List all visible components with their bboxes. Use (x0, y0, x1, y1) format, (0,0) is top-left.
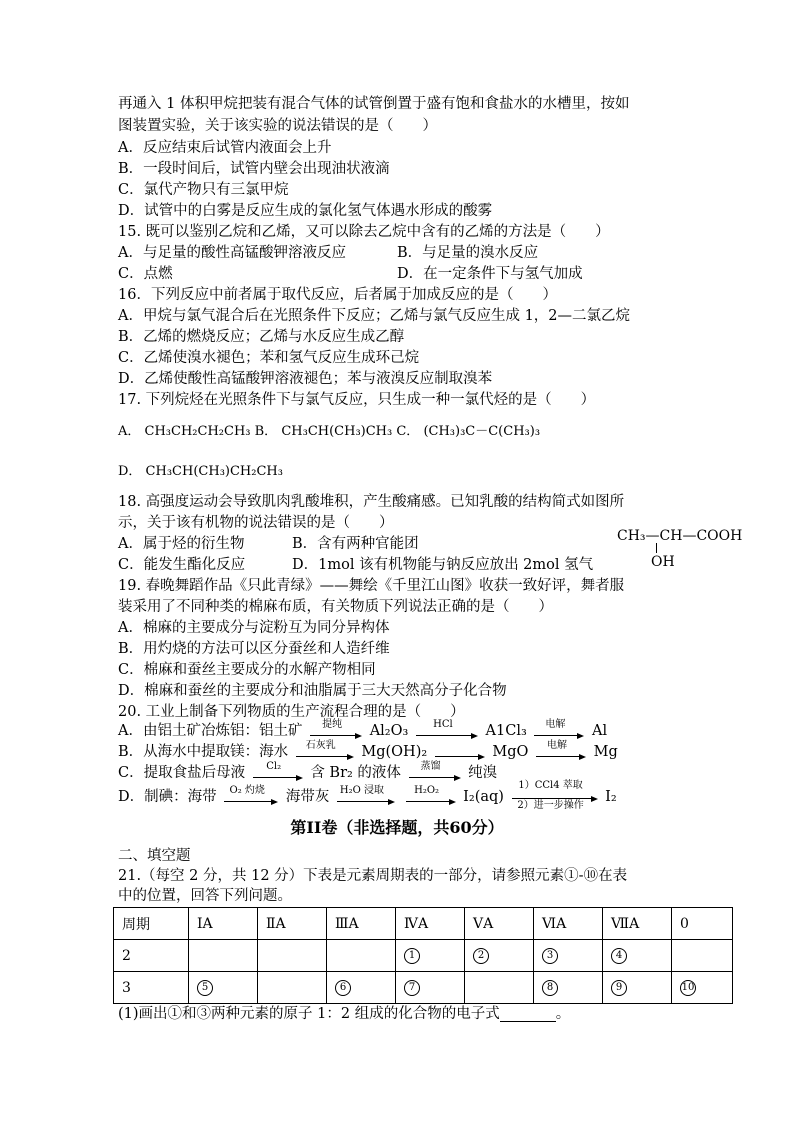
q16-option-d: D．乙烯使酸性高锰酸钾溶液褪色；苯与液溴反应制取溴苯 (118, 371, 493, 387)
table-cell (258, 972, 327, 1004)
q20a-product-2: A1Cl₃ (485, 723, 527, 739)
q20d-product-3: I₂(aq) (463, 789, 504, 805)
q21-1-end: 。 (555, 1006, 571, 1022)
q19-option-c: C．棉麻和蚕丝主要成分的水解产物相同 (118, 662, 376, 678)
part-title: 二、填空题 (118, 848, 191, 864)
q20-option-d (118, 780, 617, 811)
q19-option-b: B．用灼烧的方法可以区分蚕丝和人造纤维 (118, 641, 390, 657)
header-cell: ⅥA (534, 908, 603, 940)
q20c-prefix: C．提取食盐后母液 (118, 765, 246, 781)
q20-option-c (118, 763, 497, 784)
q21-stem-line2: 中的位置，回答下列问题。 (118, 888, 292, 904)
element-marker: 8 (542, 980, 558, 996)
q20d-prefix: D．制碘：海带 (118, 789, 217, 805)
q17-options-abc: A． CH₃CH₂CH₂CH₃ B． CH₃CH(CH₃)CH₃ C． (CH₃)₃C－C(CH₃)₃ (118, 424, 541, 439)
q15-stem: 15. 既可以鉴别乙烷和乙烯，又可以除去乙烷中含有的乙烯的方法是（ ） (118, 224, 610, 240)
q20a-product-3: Al (592, 723, 608, 739)
table-header-row (114, 908, 733, 940)
header-cell: ⅢA (327, 908, 396, 940)
q16-stem: 16．下列反应中前者属于取代反应，后者属于加成反应的是（ ） (118, 287, 557, 303)
q20c-arrow-1: Cl₂ (253, 763, 303, 783)
element-marker: 5 (197, 980, 213, 996)
table-cell (396, 972, 465, 1004)
table-cell (258, 940, 327, 972)
q20a-arrow-1: 提纯 (310, 721, 362, 741)
q17-option-d: D． CH₃CH(CH₃)CH₂CH₃ (118, 464, 283, 479)
table-cell (396, 940, 465, 972)
q20d-arrow-2: H₂O 浸取 (337, 787, 395, 807)
q19-option-a: A．棉麻的主要成分与淀粉互为同分异构体 (118, 620, 390, 636)
q15-option-a: A．与足量的酸性高锰酸钾溶液反应 (118, 245, 346, 261)
header-cell: ⅡA (258, 908, 327, 940)
q16-option-a: A．甲烷与氯气混合后在光照条件下反应；乙烯与氯气反应生成 1，2—二氯乙烷 (118, 308, 631, 324)
q14-option-a: A．反应结束后试管内液面会上升 (118, 140, 332, 156)
table-cell (534, 940, 603, 972)
q20c-arrow-2: 蒸馏 (409, 763, 461, 783)
q20d-arrow-3: H₂O₂ (406, 787, 456, 807)
q19-option-d: D．棉麻和蚕丝的主要成分和油脂属于三大天然高分子化合物 (118, 683, 507, 699)
q19-stem-line2: 装采用了不同种类的棉麻布质，有关物质下列说法正确的是（ ） (118, 599, 553, 615)
q16-option-c: C．乙烯使溴水褪色；苯和氢气反应生成环己烷 (118, 350, 420, 366)
table-cell (672, 940, 733, 972)
table-cell (327, 972, 396, 1004)
header-cell: 周期 (114, 908, 189, 940)
q20a-product-1: Al₂O₃ (369, 723, 409, 739)
element-marker: 7 (404, 980, 420, 996)
q15-option-b: B．与足量的溴水反应 (397, 245, 539, 261)
table-cell (189, 972, 258, 1004)
element-marker: 2 (473, 948, 489, 964)
q20-stem: 20. 工业上制备下列物质的生产流程合理的是（ ） (118, 704, 465, 720)
element-marker: 4 (611, 948, 627, 964)
q20a-prefix: A．由铝土矿冶炼铝：铝土矿 (118, 723, 303, 739)
structure-hydroxyl: OH (651, 554, 675, 570)
header-cell: ⅣA (396, 908, 465, 940)
table-cell (327, 940, 396, 972)
element-marker: 3 (542, 948, 558, 964)
q20d-product-1: 海带灰 (285, 789, 330, 805)
q20b-arrow-3: 电解 (536, 742, 586, 762)
q20d-arrow-4: 1）CCl4 萃取 2）进一步操作 (512, 784, 598, 810)
q20b-product-1: Mg(OH)₂ (361, 744, 428, 760)
answer-blank[interactable] (500, 1007, 556, 1022)
lactic-acid-structure (617, 527, 742, 571)
q18-option-c: C．能发生酯化反应 (118, 557, 246, 573)
q18-option-d: D．1mol 该有机物能与钠反应放出 2mol 氢气 (292, 557, 594, 573)
q20a-arrow-3: 电解 (534, 721, 584, 741)
period-cell: 2 (114, 940, 189, 972)
q14-option-c: C．氯代产物只有三氯甲烷 (118, 182, 289, 198)
header-cell: ⅠA (189, 908, 258, 940)
table-cell (465, 940, 534, 972)
table-cell (189, 940, 258, 972)
q14-option-d: D．试管中的白雾是反应生成的氯化氢气体遇水形成的酸雾 (118, 203, 493, 219)
table-row (114, 940, 733, 972)
q18-stem-line2: 示，关于该有机物的说法错误的是（ ） (118, 515, 394, 531)
q18-option-b: B．含有两种官能团 (292, 536, 419, 552)
header-cell: ⅤA (465, 908, 534, 940)
q20b-product-2: MgO (492, 744, 529, 760)
q14-stem-line2: 图装置实验，关于该实验的说法错误的是（ ） (118, 118, 437, 134)
element-marker: 1 (404, 948, 420, 964)
q20b-arrow-1: 石灰乳 (296, 742, 354, 762)
q15-option-c: C．点燃 (118, 266, 173, 282)
table-cell (534, 972, 603, 1004)
q20a-arrow-2: HCl (416, 721, 478, 741)
q20-option-b (118, 742, 618, 763)
q20b-arrow-2 (435, 742, 485, 762)
structure-main-chain: CH₃—CH—COOH (617, 528, 743, 544)
q18-option-a: A．属于烃的衍生物 (118, 536, 245, 552)
table-cell (603, 940, 672, 972)
header-cell: ⅦA (603, 908, 672, 940)
structure-bond (656, 543, 657, 553)
element-marker: 6 (335, 980, 351, 996)
table-row (114, 972, 733, 1004)
q14-stem-line1: 再通入 1 体积甲烷把装有混合气体的试管倒置于盛有饱和食盐水的水槽里，按如 (118, 96, 630, 112)
header-cell: 0 (672, 908, 733, 940)
q20d-arrow-1: O₂ 灼烧 (224, 787, 278, 807)
periodic-table (113, 907, 733, 1004)
element-marker: 9 (611, 980, 627, 996)
q20c-product-2: 纯溴 (468, 765, 498, 781)
element-marker: 10 (680, 980, 696, 996)
q20c-product-1: 含 Br₂ 的液体 (310, 765, 401, 781)
q20b-product-3: Mg (593, 744, 618, 760)
table-cell (603, 972, 672, 1004)
q21-stem-line1: 21.（每空 2 分，共 12 分）下表是元素周期表的一部分，请参照元素①-⑩在表 (118, 868, 628, 884)
section-heading: 第II卷（非选择题，共60分） (290, 818, 504, 837)
table-cell (465, 972, 534, 1004)
q20d-product-4: I₂ (605, 789, 617, 805)
q18-stem-line1: 18. 高强度运动会导致肌肉乳酸堆积，产生酸痛感。已知乳酸的结构简式如图所 (118, 494, 625, 510)
q21-subquestion-1 (118, 1004, 570, 1025)
q19-stem-line1: 19. 春晚舞蹈作品《只此青绿》——舞绘《千里江山图》收获一致好评，舞者服 (118, 578, 625, 594)
q14-option-b: B．一段时间后，试管内壁会出现油状液滴 (118, 161, 390, 177)
q20-option-a (118, 721, 607, 742)
period-cell: 3 (114, 972, 189, 1004)
q15-option-d: D．在一定条件下与氢气加成 (397, 266, 583, 282)
table-cell (672, 972, 733, 1004)
q16-option-b: B．乙烯的燃烧反应；乙烯与水反应生成乙醇 (118, 329, 405, 345)
q17-stem: 17. 下列烷烃在光照条件下与氯气反应，只生成一种一氯代烃的是（ ） (118, 392, 596, 408)
q21-1-text: (1)画出①和③两种元素的原子 1：2 组成的化合物的电子式 (118, 1006, 500, 1022)
q20b-prefix: B．从海水中提取镁：海水 (118, 744, 289, 760)
